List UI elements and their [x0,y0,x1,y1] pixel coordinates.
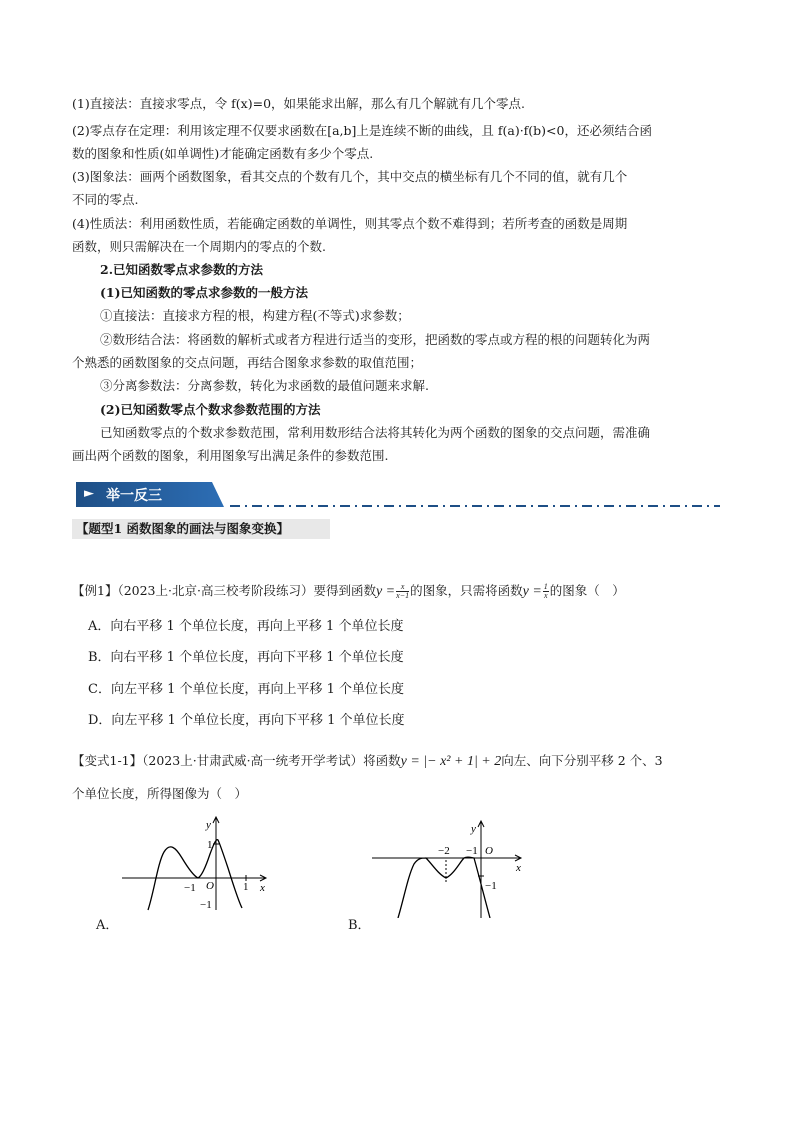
graph-a-y-label: y [206,819,211,831]
option-d[interactable]: D．向左平移 1 个单位长度，再向下平移 1 个单位长度 [88,713,405,728]
graph-b-curve [398,857,490,918]
graph-a-x1: 1 [243,881,249,893]
example-1-stem [72,583,625,600]
example-1-suffix: 的图象（ ） [549,583,625,598]
func1-fraction [396,583,409,600]
graph-a-neg1: −1 [184,882,196,894]
func2-denominator: x [544,591,548,600]
method-1: (1)直接法：直接求零点，令 f(x)=0，如果能求出解，那么有几个解就有几个零点. [72,96,526,111]
graph-b-label[interactable]: B． [348,918,371,933]
section-header [72,480,722,510]
variant-1-1-stem [72,753,663,770]
method-2-line1: (2)零点存在定理：利用该定理不仅要求函数在[a,b]上是连续不断的曲线，且 f(a)·f(b)<0，还必须结合函 [72,123,652,138]
graph-a-origin: O [206,880,214,892]
section-title: 举一反三 [106,488,162,504]
method-4-line2: 函数，则只需解决在一个周期内的零点的个数. [72,239,326,254]
func1-denominator: x−1 [396,591,410,600]
arrow-icon: ► [84,486,94,501]
graph-b[interactable] [368,818,533,918]
method-3-line1: (3)图象法：画两个函数图象，看其交点的个数有几个，其中交点的横坐标有几个不同的值，就有几个 [72,169,628,184]
example-1-prefix: 【例1】（2023上·北京·高三校考阶段练习）要得到函数 [72,583,376,598]
func2-lhs: y = [522,584,542,599]
variant-func: y = |− x² + 1| + 2 [400,754,502,769]
graph-b-neg1: −1 [466,845,478,857]
heading-2: 2.已知函数零点求参数的方法 [100,262,264,277]
heading-2-1: (1)已知函数的零点求参数的一般方法 [100,285,309,300]
graph-b-origin: O [485,845,493,857]
method-direct: ①直接法：直接求方程的根，构建方程(不等式)求参数； [100,308,410,323]
graph-a[interactable] [120,812,280,912]
graph-b-neg2: −2 [438,845,450,857]
conclusion-line2: 画出两个函数的图象，利用图象写出满足条件的参数范围. [72,448,389,463]
conclusion-line1: 已知函数零点的个数求参数范围，常利用数形结合法将其转化为两个函数的图象的交点问题，需准确 [100,425,651,440]
graph-a-label[interactable]: A． [96,918,119,933]
method-separate: ③分离参数法：分离参数，转化为求函数的最值问题来求解. [100,378,429,393]
method-4-line1: (4)性质法：利用函数性质，若能确定函数的单调性，则其零点个数不难得到；若所考查的函数是周期 [72,216,628,231]
graph-a-yneg1: −1 [200,899,212,911]
func2-numerator: 1 [543,582,548,591]
question-type-tag: 【题型1 函数图象的画法与图象变换】 [72,519,330,539]
method-3-line2: 不同的零点. [72,192,139,207]
option-c[interactable]: C．向左平移 1 个单位长度，再向上平移 1 个单位长度 [88,682,405,697]
variant-prefix: 【变式1-1】（2023上·甘肃武威·高一统考开学考试）将函数 [72,753,401,768]
func2-fraction [543,583,549,600]
example-1-middle: 的图象，只需将函数 [410,583,523,598]
graph-b-x-label: x [516,862,521,874]
graph-a-curve [148,840,242,910]
method-graph-line1: ②数形结合法：将函数的解析式或者方程进行适当的变形，把函数的零点或方程的根的问题转化为两 [100,332,651,347]
method-graph-line2: 个熟悉的函数图象的交点问题，再结合图象求参数的取值范围； [72,355,423,370]
graph-b-yneg1: −1 [485,880,497,892]
graph-a-y1: 1 [207,839,213,851]
func1-numerator: x [396,583,409,592]
graph-b-y-label: y [471,823,476,835]
variant-line2: 个单位长度，所得图像为（ ） [72,786,248,801]
method-2-line2: 数的图象和性质(如单调性)才能确定函数有多少个零点. [72,146,374,161]
section-banner-graphic [72,480,722,510]
heading-2-2: (2)已知函数零点个数求参数范围的方法 [100,402,321,417]
option-b[interactable]: B．向右平移 1 个单位长度，再向下平移 1 个单位长度 [88,650,404,665]
variant-suffix: 向左、向下分别平移 2 个、3 [501,753,663,768]
option-a[interactable]: A．向右平移 1 个单位长度，再向上平移 1 个单位长度 [88,619,404,634]
func1-lhs: y = [375,584,396,599]
graph-a-x-label: x [260,882,265,894]
